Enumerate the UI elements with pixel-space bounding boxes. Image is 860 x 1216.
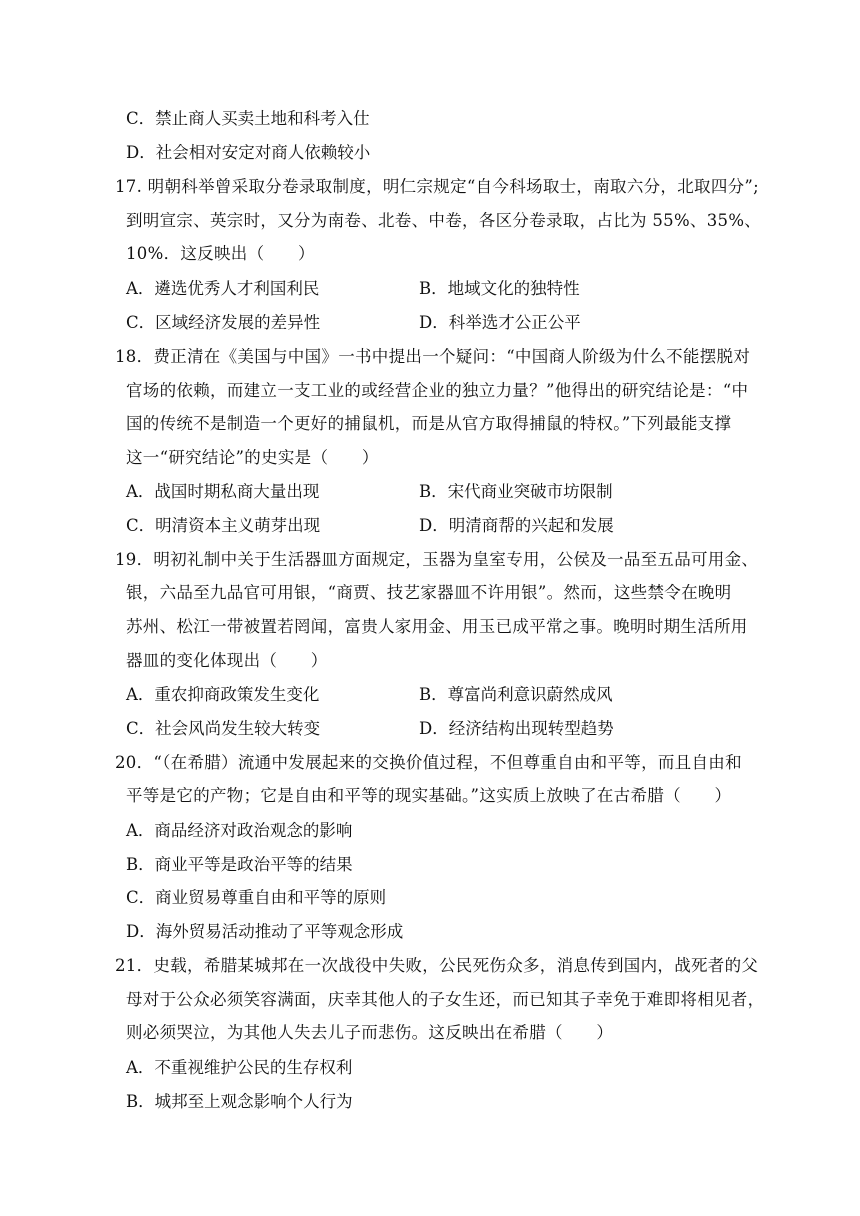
q18-option-a: A．战国时期私商大量出现 — [126, 482, 320, 501]
q21-stem-line-2: 母对于公众必须笑容满面，庆幸其他人的子女生还，而已知其子幸免于难即将相见者， — [126, 990, 765, 1009]
q18-option-c: C．明清资本主义萌芽出现 — [126, 516, 321, 535]
q17-stem-line-3: 10%．这反映出（ ） — [126, 244, 315, 263]
q18-stem-line-3: 国的传统不是制造一个更好的捕鼠机，而是从官方取得捕鼠的特权。”下列最能支撑 — [126, 414, 732, 433]
q17-option-b: B．地域文化的独特性 — [419, 279, 580, 298]
q16-option-d: D．社会相对安定对商人依赖较小 — [126, 143, 371, 162]
q17-option-a: A．遴选优秀人才利国利民 — [126, 279, 320, 298]
q18-option-b: B．宋代商业突破市坊限制 — [419, 482, 613, 501]
q19-option-c: C．社会风尚发生较大转变 — [126, 719, 321, 738]
q20-stem-line-1: 20．“（在希腊）流通中发展起来的交换价值过程，不但尊重自由和平等，而且自由和 — [115, 753, 742, 772]
q17-stem-line-1: 17. 明朝科举曾采取分卷录取制度，明仁宗规定“自今科场取士，南取六分，北取四分”; — [115, 177, 760, 196]
q21-stem-line-1: 21．史载，希腊某城邦在一次战役中失败，公民死伤众多，消息传到国内，战死者的父 — [115, 956, 759, 975]
q21-option-b: B．城邦至上观念影响个人行为 — [126, 1092, 353, 1111]
q20-option-c: C．商业贸易尊重自由和平等的原则 — [126, 888, 387, 907]
q21-stem-line-3: 则必须哭泣，为其他人失去儿子而悲伤。这反映出在希腊（ ） — [126, 1023, 614, 1042]
q21-option-a: A．不重视维护公民的生存权利 — [126, 1058, 353, 1077]
q19-option-d: D．经济结构出现转型趋势 — [419, 719, 614, 738]
q18-stem-line-2: 官场的依赖，而建立一支工业的或经营企业的独立力量？”他得出的研究结论是：“中 — [126, 381, 749, 400]
q20-option-a: A．商品经济对政治观念的影响 — [126, 821, 353, 840]
q19-option-a: A．重农抑商政策发生变化 — [126, 685, 320, 704]
q17-stem-line-2: 到明宣宗、英宗时，又分为南卷、北卷、中卷，各区分卷录取，占比为 55%、35%、 — [126, 211, 762, 230]
q20-option-d: D．海外贸易活动推动了平等观念形成 — [126, 922, 404, 941]
q19-stem-line-3: 苏州、松江一带被置若罔闻，富贵人家用金、用玉已成平常之事。晚明时期生活所用 — [126, 617, 748, 636]
q16-option-c: C．禁止商人买卖土地和科考入仕 — [126, 109, 370, 128]
q19-stem-line-4: 器皿的变化体现出（ ） — [126, 651, 328, 670]
q20-option-b: B．商业平等是政治平等的结果 — [126, 855, 353, 874]
q17-option-c: C．区域经济发展的差异性 — [126, 313, 321, 332]
q18-stem-line-1: 18．费正清在《美国与中国》一书中提出一个疑问：“中国商人阶级为什么不能摆脱对 — [115, 347, 751, 366]
q20-stem-line-2: 平等是它的产物；它是自由和平等的现实基础。”这实质上放映了在古希腊（ ） — [126, 786, 732, 805]
q18-option-d: D．明清商帮的兴起和发展 — [419, 516, 614, 535]
q19-stem-line-1: 19．明初礼制中关于生活器皿方面规定，玉器为皇室专用，公侯及一品至五品可用金、 — [115, 550, 759, 569]
q19-stem-line-2: 银，六品至九品官可用银，“商贾、技艺家器皿不许用银”。然而，这些禁令在晚明 — [126, 583, 732, 602]
q19-option-b: B．尊富尚利意识蔚然成风 — [419, 685, 613, 704]
q18-stem-line-4: 这一“研究结论”的史实是（ ） — [126, 448, 379, 467]
q17-option-d: D．科举选才公正公平 — [419, 313, 581, 332]
